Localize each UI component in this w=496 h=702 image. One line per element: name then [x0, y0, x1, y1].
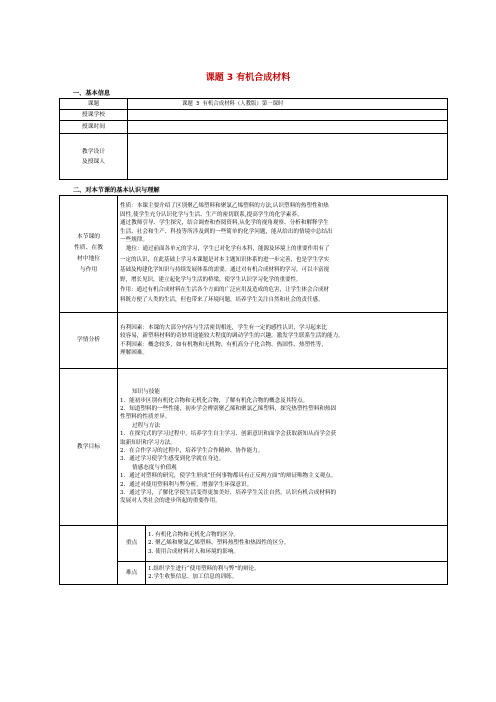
page-title: 课题 3 有机合成材料 — [205, 73, 291, 83]
table-row — [60, 313, 448, 369]
table-row — [60, 121, 448, 134]
time-value — [128, 121, 448, 134]
blank-cell — [60, 562, 118, 585]
section-understanding-heading: 二、对本节课的基本认识与理解 — [73, 187, 160, 194]
key-label: 重点 — [118, 526, 146, 562]
key-line: 1. 有机化合物和无机化合物的区分。 — [148, 531, 240, 538]
goals-line: 3．通过学习，了解化学使生活变得更加美好，培养学生关注自然，认识有机合成材料的 — [120, 490, 337, 497]
table-row — [60, 562, 448, 585]
goals-line: 取新知识和学习方法。 — [120, 439, 176, 446]
goals-line: 性塑料的性质差异。 — [120, 414, 171, 421]
position-line: 固性,使学生充分认识化学与生活、生产的密切联系,提高学生的化学素养。 — [120, 211, 303, 218]
difficult-content — [146, 562, 448, 585]
learning-line: 理解困难。 — [120, 349, 148, 356]
goals-line: 1．在探究式的学习过程中，培养学生自主学习、创新意识和面学会获取新知从而学会获 — [120, 431, 337, 438]
key-line: 2. 聚乙烯和聚氯乙烯塑料、塑料热塑性和热固性的区分。 — [148, 540, 290, 547]
learning-line: 较容易，新塑料材料的奇妙用途能较大程度的调动学生的兴趣，激发学生联系生活的能力。 — [120, 333, 344, 340]
goals-line: 发展对人类社会的进步所起的重要作用。 — [120, 498, 221, 505]
section-basic-info-heading: 一、基本信息 — [73, 90, 111, 97]
basic-info-table — [59, 98, 448, 180]
table-row — [60, 134, 448, 180]
key-content — [146, 526, 448, 562]
position-line: 料既方便了人类的生活，但也带来了环境问题，培养学生关注自然和社会的责任感。 — [120, 297, 324, 304]
blank-cell — [60, 526, 118, 562]
position-line: 通过教师引导、学生探究，结合调查和查阅资料,从化学的视角观察、分析和解释学生 — [120, 220, 329, 227]
course-label: 课题 — [60, 99, 128, 110]
time-label: 授课时间 — [60, 121, 128, 134]
position-line: 生活、社会和生产、科技等所涉及到的一些简单的化学问题，能从给出的情境中总结出 — [120, 228, 333, 235]
position-line: 基础及构建化学知识与持续发展体系的需要。通过对有机合成材料的学习，可以丰富视 — [120, 266, 330, 273]
position-line: 地位：通过前面各单元的学习，学生已对化学有本科，能源及环境上的重要作用有了 — [126, 246, 330, 253]
difficult-line: 2.学生收集信息、加工信息的训练。 — [148, 574, 238, 580]
designer-value — [128, 134, 448, 180]
position-line: 性质：本课主要介绍了区别聚乙烯塑料和聚氯乙烯塑料的方法,认识塑料的热塑性和热 — [120, 203, 329, 210]
goals-line: 1．能初步区别有机化合物和无机化合物，了解有机化合物的概念及其特点。 — [120, 397, 309, 404]
key-line: 3. 使用合成材料对人和环境的影响。 — [148, 548, 240, 555]
learning-line: 不利因素：概念较多，如有机物和无机物、有机高分子化合物、热固性、热塑性等， — [120, 341, 327, 348]
position-line: 作用：通过有机合成材料在生活各个方面的广泛应用及造成的危害，让学生体会合成材 — [120, 287, 330, 294]
table-row — [60, 369, 448, 526]
goals-line: 2．在合作学习的过程中，培养学生合作精神、协作能力。 — [120, 448, 264, 454]
goals-line: 2．知道塑料的一些性能，初步学会辨别聚乙烯和聚氯乙烯塑料，探究热塑性塑料和热固 — [120, 405, 337, 412]
table-row — [60, 526, 448, 562]
learning-line: 有利因素：本课的大部分内容与生活密切相连，学生有一定的感性认识，学习起来比 — [120, 324, 327, 331]
goals-content — [118, 369, 448, 526]
table-row — [60, 196, 448, 313]
school-label: 授课学校 — [60, 110, 128, 121]
course-value — [128, 99, 448, 110]
goals-line: 过程与方法 — [132, 422, 160, 429]
table-row — [60, 99, 448, 110]
understanding-table — [59, 195, 448, 585]
school-value — [128, 110, 448, 121]
goals-label: 教学目标 — [60, 369, 118, 526]
learning-content — [118, 313, 448, 369]
learning-label: 学情分析 — [60, 313, 118, 369]
position-line: 野，增长见识，建立起化学与生活的桥梁，使学生认识学习化学的重要性。 — [120, 277, 302, 284]
goals-line: 2．通过对使用塑料利与弊分析，增强学生环保意识。 — [120, 481, 253, 488]
position-line: 一些规律。 — [120, 237, 148, 243]
table-row — [60, 110, 448, 121]
goals-line: 知识与技能 — [132, 389, 160, 396]
position-line: 一定的认识，在此基础上学习本课题是对本主题知识体系的进一步完善，也是学生学实 — [120, 256, 330, 263]
difficult-label: 难点 — [118, 562, 146, 585]
course-value-text: 课题 3 有机合成材料（人教版）第一课时 — [182, 100, 284, 107]
designer-label: 教学设计 及授课人 — [60, 134, 128, 180]
goals-line: 情感态度与价值观 — [132, 464, 177, 471]
goals-line: 3．通过学习使学生感受到化学就在身边。 — [120, 456, 225, 463]
goals-line: 1．通过对塑料的研究，使学生形成“任何事物都具有正反两方面”的辩证唯物主义观点。 — [120, 473, 337, 480]
position-label: 本节课的 性质、在教 材中地位 与作用 — [60, 196, 118, 313]
position-content — [118, 196, 448, 313]
difficult-line: 1.组织学生进行“使用塑料的利与弊”的辩论。 — [148, 565, 260, 572]
